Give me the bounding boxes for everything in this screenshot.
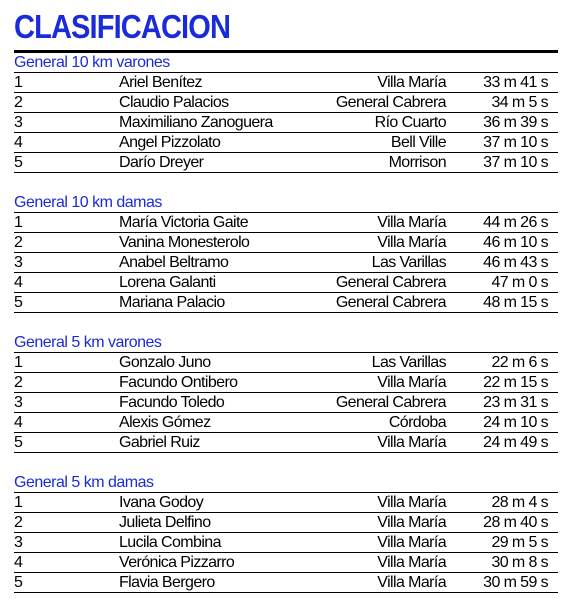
athlete-name-cell: María Victoria Gaite <box>119 214 249 231</box>
position-cell: 2 <box>14 234 23 251</box>
city-cell: Las Varillas <box>371 354 446 371</box>
position-cell: 4 <box>14 274 23 291</box>
time-cell: 48 m 15 s <box>483 294 548 311</box>
page-title: CLASIFICACION <box>14 8 231 45</box>
result-row <box>14 113 558 133</box>
city-cell: Villa María <box>377 554 446 571</box>
time-cell: 37 m 10 s <box>483 134 548 151</box>
athlete-name-cell: Claudio Palacios <box>119 94 229 111</box>
time-cell: 24 m 10 s <box>483 414 548 431</box>
position-cell: 3 <box>14 394 23 411</box>
result-row <box>14 293 558 313</box>
athlete-name-cell: Ivana Godoy <box>119 494 204 511</box>
result-row <box>14 133 558 153</box>
time-cell: 23 m 31 s <box>483 394 548 411</box>
athlete-name-cell: Ariel Benítez <box>119 74 202 91</box>
results-section <box>14 53 558 173</box>
city-cell: Río Cuarto <box>374 114 446 131</box>
position-cell: 1 <box>14 494 23 511</box>
position-cell: 5 <box>14 574 23 591</box>
result-row <box>14 153 558 173</box>
result-row <box>14 253 558 273</box>
time-cell: 36 m 39 s <box>483 114 548 131</box>
athlete-name-cell: Gonzalo Juno <box>119 354 211 371</box>
position-cell: 4 <box>14 554 23 571</box>
athlete-name-cell: Darío Dreyer <box>119 154 204 171</box>
time-cell: 46 m 10 s <box>483 234 548 251</box>
section-title: General 10 km damas <box>14 193 558 213</box>
result-row <box>14 73 558 93</box>
section-title: General 5 km varones <box>14 333 558 353</box>
time-cell: 28 m 4 s <box>491 494 548 511</box>
results-section <box>14 333 558 453</box>
athlete-name-cell: Gabriel Ruiz <box>119 434 200 451</box>
result-row <box>14 513 558 533</box>
time-cell: 29 m 5 s <box>491 534 548 551</box>
time-cell: 47 m 0 s <box>491 274 548 291</box>
city-cell: Villa María <box>377 234 446 251</box>
time-cell: 28 m 40 s <box>483 514 548 531</box>
time-cell: 44 m 26 s <box>483 214 548 231</box>
city-cell: Morrison <box>388 154 446 171</box>
athlete-name-cell: Vanina Monesterolo <box>119 234 250 251</box>
city-cell: Villa María <box>377 514 446 531</box>
result-row <box>14 213 558 233</box>
athlete-name-cell: Facundo Toledo <box>119 394 225 411</box>
results-section <box>14 193 558 313</box>
section-title: General 5 km damas <box>14 473 558 493</box>
result-row <box>14 373 558 393</box>
athlete-name-cell: Maximiliano Zanoguera <box>119 114 273 131</box>
athlete-name-cell: Julieta Delfino <box>119 514 211 531</box>
city-cell: Bell Ville <box>390 134 446 151</box>
time-cell: 22 m 6 s <box>491 354 548 371</box>
result-row <box>14 533 558 553</box>
city-cell: General Cabrera <box>335 274 446 291</box>
result-row <box>14 393 558 413</box>
result-row <box>14 413 558 433</box>
result-row <box>14 553 558 573</box>
athlete-name-cell: Lucila Combina <box>119 534 221 551</box>
time-cell: 24 m 49 s <box>483 434 548 451</box>
position-cell: 3 <box>14 534 23 551</box>
city-cell: Villa María <box>377 214 446 231</box>
time-cell: 30 m 8 s <box>491 554 548 571</box>
section-spacer <box>14 313 558 333</box>
result-row <box>14 433 558 453</box>
position-cell: 5 <box>14 434 23 451</box>
athlete-name-cell: Flavia Bergero <box>119 574 215 591</box>
athlete-name-cell: Angel Pizzolato <box>119 134 221 151</box>
time-cell: 37 m 10 s <box>483 154 548 171</box>
position-cell: 4 <box>14 134 23 151</box>
position-cell: 3 <box>14 254 23 271</box>
time-cell: 22 m 15 s <box>483 374 548 391</box>
position-cell: 1 <box>14 354 23 371</box>
city-cell: Villa María <box>377 494 446 511</box>
result-row <box>14 273 558 293</box>
position-cell: 4 <box>14 414 23 431</box>
city-cell: Las Varillas <box>371 254 446 271</box>
result-row <box>14 573 558 593</box>
results-section <box>14 473 558 593</box>
position-cell: 2 <box>14 374 23 391</box>
section-spacer <box>14 173 558 193</box>
city-cell: General Cabrera <box>335 394 446 411</box>
athlete-name-cell: Lorena Galanti <box>119 274 216 291</box>
time-cell: 34 m 5 s <box>491 94 548 111</box>
result-row <box>14 93 558 113</box>
results-container <box>14 53 558 593</box>
position-cell: 1 <box>14 74 23 91</box>
city-cell: General Cabrera <box>335 94 446 111</box>
position-cell: 3 <box>14 114 23 131</box>
athlete-name-cell: Alexis Gómez <box>119 414 211 431</box>
athlete-name-cell: Facundo Ontibero <box>119 374 238 391</box>
position-cell: 5 <box>14 154 23 171</box>
section-title: General 10 km varones <box>14 53 558 73</box>
result-row <box>14 233 558 253</box>
section-spacer <box>14 453 558 473</box>
position-cell: 5 <box>14 294 23 311</box>
time-cell: 46 m 43 s <box>483 254 548 271</box>
position-cell: 2 <box>14 94 23 111</box>
city-cell: General Cabrera <box>335 294 446 311</box>
time-cell: 33 m 41 s <box>483 74 548 91</box>
athlete-name-cell: Verónica Pizzarro <box>119 554 235 571</box>
time-cell: 30 m 59 s <box>483 574 548 591</box>
result-row <box>14 493 558 513</box>
city-cell: Villa María <box>377 534 446 551</box>
city-cell: Córdoba <box>388 414 446 431</box>
city-cell: Villa María <box>377 74 446 91</box>
position-cell: 1 <box>14 214 23 231</box>
city-cell: Villa María <box>377 434 446 451</box>
position-cell: 2 <box>14 514 23 531</box>
classification-page <box>14 8 558 593</box>
city-cell: Villa María <box>377 374 446 391</box>
athlete-name-cell: Anabel Beltramo <box>119 254 229 271</box>
athlete-name-cell: Mariana Palacio <box>119 294 225 311</box>
result-row <box>14 353 558 373</box>
city-cell: Villa María <box>377 574 446 591</box>
